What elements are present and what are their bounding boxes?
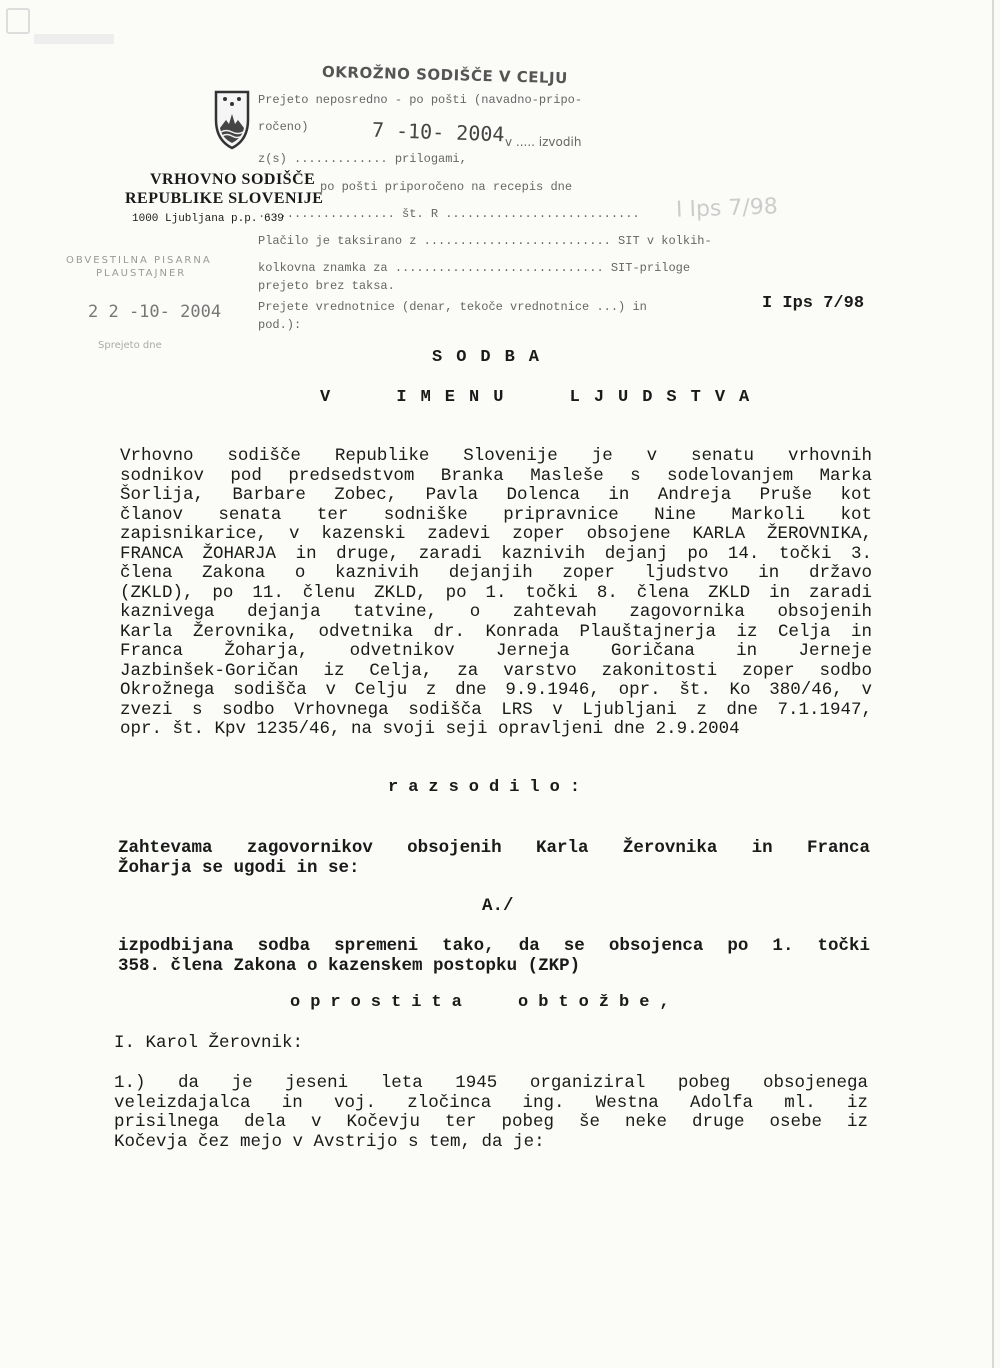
intro-line: članov senata ter sodniške pripravnice Nine Markoli kot	[120, 504, 872, 525]
heading-razsodilo: razsodilo:	[388, 778, 591, 797]
intro-line: sodnikov pod predsedstvom Branka Masleše s sodelovanjem Marka	[120, 465, 872, 486]
section-a: A./	[482, 896, 514, 916]
intro-paragraph	[120, 446, 872, 739]
intro-line: člena Zakona o kaznivih dejanjih zoper ljudstvo in državo	[120, 563, 872, 583]
registry-stamp-line1: OBVESTILNA PISARNA	[66, 255, 212, 266]
handwritten-reference: I Ips 7/98	[675, 194, 779, 223]
person-karol-zerovnik: I. Karol Žerovnik:	[114, 1033, 304, 1053]
decision-paragraph	[118, 838, 870, 877]
point-1-paragraph	[114, 1073, 868, 1151]
stamp-line: prejeto brez taksa.	[258, 279, 395, 293]
court-name-line1: VRHOVNO SODIŠČE	[150, 171, 316, 188]
title-sodba: SODBA	[432, 348, 554, 367]
stamp-line: ................... št. R ...........................	[258, 207, 640, 221]
registry-stamp-date: 2 2 -10- 2004	[88, 302, 222, 322]
point-1-line: veleizdajalca in voj. zločinca ing. Westna Adolfa ml. iz	[114, 1092, 868, 1113]
point-1-line: Kočevja čez mejo v Avstrijo s tem, da je:	[114, 1131, 545, 1152]
point-1-line: 1.) da je jeseni leta 1945 organiziral pobeg obsojenega	[114, 1073, 868, 1093]
intro-line: Jazbinšek-Goričan iz Celja, za varstvo zakonitosti zoper sodbo	[120, 660, 872, 681]
point-1-line: prisilnega dela v Kočevju ter pobeg še neke druge osebe iz	[114, 1112, 868, 1132]
stamp-title: OKROŽNO SODIŠČE V CELJU	[321, 62, 569, 88]
intro-line: Šorlija, Barbare Zobec, Pavla Dolenca in Andreja Pruše kot	[120, 485, 872, 505]
scan-edge	[992, 0, 994, 1368]
stamp-line: kolkovna znamka za ............................. SIT-priloge	[258, 261, 691, 275]
intro-line: FRANCA ŽOHARJA in druge, zaradi kaznivih dejanj po 14. točki 3.	[120, 543, 872, 564]
scan-artifact	[0, 0, 120, 50]
section-a-paragraph	[118, 936, 870, 975]
intro-line: opr. št. Kpv 1235/46, na svoji seji opravljeni dne 2.9.2004	[120, 719, 740, 739]
title-v-imenu-ljudstva: V IMENU LJUDSTVA	[320, 388, 764, 407]
stamp-line: z(s) ............. prilogami,	[258, 152, 467, 166]
intro-line: (ZKLD), po 11. členu ZKLD, po 1. točki 8. člena ZKLD in zaradi	[120, 582, 872, 603]
section-a-line: izpodbijana sodba spremeni tako, da se obsojenca po 1. točki	[118, 936, 870, 956]
stamp-line: po pošti priporočeno na recepis dne	[320, 180, 573, 194]
stamp-line: Plačilo je taksirano z .......................... SIT v kolkih-	[258, 234, 712, 248]
intro-line: Franca Žoharja, odvetnikov Jerneja Goričana in Jerneje	[120, 641, 872, 661]
court-address: 1000 Ljubljana p.p. 639	[132, 213, 284, 225]
intro-line: Vrhovno sodišče Republike Slovenije je v senatu vrhovnih	[120, 446, 872, 466]
stamp-line: Prejete vrednotnice (denar, tekoče vrednotnice ...) in	[258, 300, 647, 314]
coat-of-arms-icon	[212, 88, 252, 150]
registry-stamp-line2: PLAUSTAJNER	[96, 268, 187, 279]
stamp-received-date: 7 -10- 2004	[371, 117, 505, 147]
intro-line: Karla Žerovnika, odvetnika dr. Konrada Plauštajnerja iz Celja in	[120, 621, 872, 642]
stamp-line: ročeno)	[258, 120, 309, 134]
intro-line: zapisnikarice, v kazenski zadevi zoper obsojene KARLA ŽEROVNIKA,	[120, 524, 872, 544]
intro-line: kaznivega dejanja tatvine, o zahtevah zagovornika obsojenih	[120, 602, 872, 622]
registry-stamp-note: Sprejeto dne	[98, 340, 162, 351]
intro-line: Okrožnega sodišča v Celju z dne 9.9.1946, opr. št. Ko 380/46, v	[120, 680, 872, 700]
intro-line: zvezi s sodbo Vrhovnega sodišča LRS v Ljubljani z dne 7.1.1947,	[120, 699, 872, 720]
decision-line: Žoharja se ugodi in se:	[118, 857, 360, 878]
stamp-copies: v ..... izvodih	[505, 135, 582, 149]
case-number: I Ips 7/98	[762, 294, 865, 313]
heading-oprostita-obtozbe: oprostita obtožbe,	[290, 993, 680, 1012]
court-name-line2: REPUBLIKE SLOVENIJE	[125, 190, 324, 207]
decision-line: Zahtevama zagovornikov obsojenih Karla Žerovnika in Franca	[118, 838, 870, 858]
stamp-line: Prejeto neposredno - po pošti (navadno-pripo-	[258, 93, 583, 107]
section-a-line: 358. člena Zakona o kazenskem postopku (ZKP)	[118, 955, 581, 976]
stamp-line: pod.):	[258, 318, 302, 332]
